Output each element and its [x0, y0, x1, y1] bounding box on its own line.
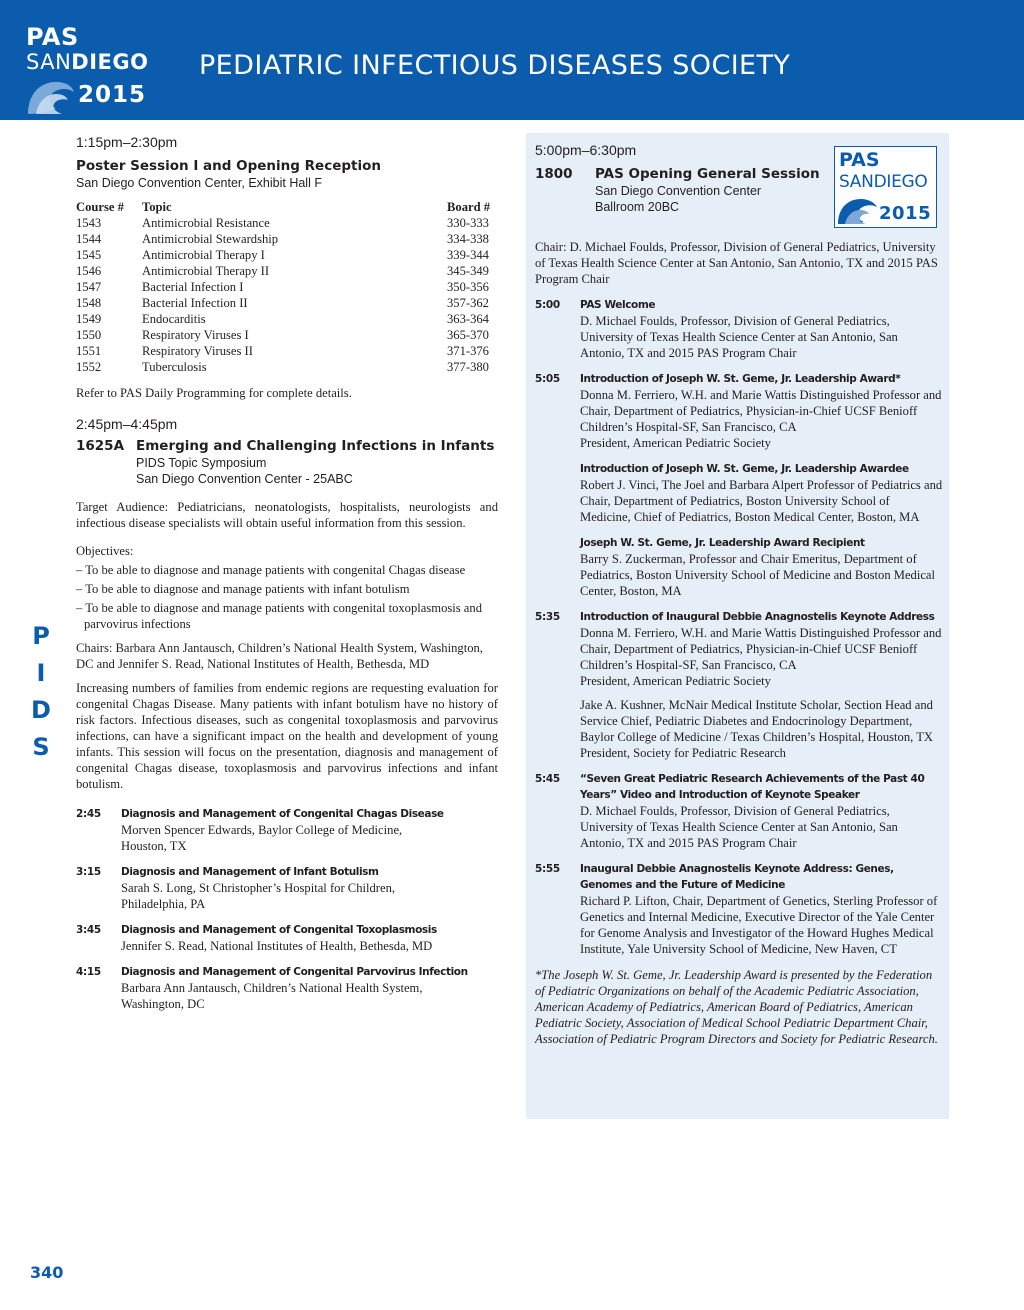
- item-title: Introduction of Joseph W. St. Geme, Jr. Leadership Award*: [580, 373, 901, 385]
- session-title: Poster Session I and Opening Reception: [76, 158, 381, 174]
- talk-title: Diagnosis and Management of Congenital Chagas Disease: [121, 808, 444, 820]
- board-number: 363-364: [447, 312, 489, 326]
- item-time: 5:55: [535, 863, 560, 875]
- session-time: 5:00pm–6:30pm: [535, 142, 637, 158]
- col-header-course: Course #: [76, 200, 124, 214]
- session-description: Increasing numbers of families from endemic regions are requesting evaluation for congenital Chagas Disease. Many patients with infant botulism have no history of risk factors. Infectious diseases, such as congenital toxoplasmosis and parvovirus infections, can have a significant impact on the health and development of young infants. This session will focus on the presentation, diagnosis and management of congenital Chagas disease, toxoplasmosis and parvovirus infections and infant botulism.: [76, 681, 498, 791]
- side-letter: P: [32, 622, 50, 650]
- session-chairs: Chairs: Barbara Ann Jantausch, Children’s National Health System, Washington, DC and Jennifer S. Read, National Institutes of Health, Bethesda, MD: [76, 641, 483, 671]
- talk-speaker: Barbara Ann Jantausch, Children’s National Health System, Washington, DC: [121, 981, 423, 1011]
- course-topic: Antimicrobial Therapy II: [142, 264, 270, 278]
- objective-item: – To be able to diagnose and manage patients with congenital toxoplasmosis and parvovirus infections: [76, 601, 482, 631]
- table-row: [76, 343, 493, 359]
- session-time: 1:15pm–2:30pm: [76, 134, 178, 150]
- program-item: [535, 371, 943, 451]
- talk-item: [76, 864, 498, 912]
- table-row: [76, 247, 493, 263]
- table-row: [76, 359, 493, 375]
- session-code: 1800: [535, 166, 573, 182]
- course-number: 1545: [76, 248, 102, 262]
- session-title: PAS Opening General Session: [595, 166, 820, 182]
- item-text: D. Michael Foulds, Professor, Division of General Pediatrics, University of Texas Health Science Center at San Antonio, San Antonio, TX and 2015 PAS Program Chair: [580, 804, 898, 850]
- course-number: 1544: [76, 232, 102, 246]
- session-code: 1625A: [76, 438, 125, 454]
- course-topic: Bacterial Infection II: [142, 296, 248, 310]
- item-text: Robert J. Vinci, The Joel and Barbara Alpert Professor of Pediatrics and Chair, Department of Pediatrics, Boston University School of Medicine, Chief of Pediatrics, Boston Medical Center, Boston, MA: [580, 478, 943, 524]
- table-row: [76, 311, 493, 327]
- board-number: 371-376: [447, 344, 489, 358]
- talk-speaker: Jennifer S. Read, National Institutes of Health, Bethesda, MD: [121, 939, 433, 953]
- item-time: 5:05: [535, 373, 560, 385]
- table-row: [76, 279, 493, 295]
- pids-side-label: [30, 622, 52, 770]
- program-item: [535, 697, 943, 761]
- board-number: 334-338: [447, 232, 489, 246]
- program-item: [535, 609, 943, 689]
- talk-title: Diagnosis and Management of Congenital Parvovirus Infection: [121, 966, 468, 978]
- talk-item: [76, 964, 498, 1012]
- talk-speaker: Morven Spencer Edwards, Baylor College of Medicine, Houston, TX: [121, 823, 403, 853]
- course-number: 1546: [76, 264, 102, 278]
- wave-icon: [26, 76, 78, 116]
- award-footnote: *The Joseph W. St. Geme, Jr. Leadership Award is presented by the Federation of Pediatric Organizations on behalf of the Academic Pediatric Association, American Academy of Pediatrics, American Board of Pediatrics, American Pediatric Society, Association of Medical School Pediatric Department Chair, Association of Pediatric Program Directors and Society for Pediatric Research.: [535, 968, 938, 1046]
- table-row: [76, 327, 493, 343]
- program-item: [535, 861, 943, 957]
- session-time: 2:45pm–4:45pm: [76, 416, 178, 432]
- board-number: 345-349: [447, 264, 489, 278]
- session-location: San Diego Convention Center - 25ABC: [136, 472, 353, 486]
- talk-speaker: Sarah S. Long, St Christopher’s Hospital for Children, Philadelphia, PA: [121, 881, 396, 911]
- item-text-2: President, American Pediatric Society: [580, 436, 771, 450]
- program-item: [535, 771, 943, 851]
- item-time: [535, 535, 580, 599]
- right-column: [535, 141, 943, 1047]
- course-number: 1551: [76, 344, 102, 358]
- table-row: [76, 231, 493, 247]
- board-number: 377-380: [447, 360, 489, 374]
- table-row: [76, 215, 493, 231]
- talk-time: 4:15: [76, 966, 101, 978]
- program-item: [535, 297, 943, 361]
- item-text-2: President, American Pediatric Society: [580, 674, 771, 688]
- board-number: 339-344: [447, 248, 489, 262]
- board-number: 365-370: [447, 328, 489, 342]
- target-audience: Target Audience: Pediatricians, neonatologists, hospitalists, neurologists and infectious disease specialists will obtain useful information from this session.: [76, 500, 498, 530]
- course-topic: Antimicrobial Stewardship: [142, 232, 279, 246]
- session-location: San Diego Convention Center: [595, 184, 762, 198]
- page-number: 340: [30, 1263, 64, 1282]
- objective-item: – To be able to diagnose and manage patients with infant botulism: [76, 582, 410, 596]
- item-text: Richard P. Lifton, Chair, Department of Genetics, Sterling Professor of Genetics and Internal Medicine, Executive Director of the Yale Center for Genome Analysis and Investigator of the Howard Hughes Medical Institute, Yale University School of Medicine, New Haven, CT: [580, 894, 938, 956]
- course-topic: Bacterial Infection I: [142, 280, 244, 294]
- table-row: [76, 263, 493, 279]
- objectives-label: Objectives:: [76, 544, 134, 558]
- session-room: Ballroom 20BC: [595, 200, 680, 214]
- col-header-board: Board #: [447, 200, 491, 214]
- item-text: Barry S. Zuckerman, Professor and Chair Emeritus, Department of Pediatrics, Boston University School of Medicine and Boston Medical Center, Boston, MA: [580, 552, 936, 598]
- programming-note: Refer to PAS Daily Programming for complete details.: [76, 386, 352, 400]
- objective-item: – To be able to diagnose and manage patients with congenital Chagas disease: [76, 563, 466, 577]
- program-item: [535, 535, 943, 599]
- talk-title: Diagnosis and Management of Congenital Toxoplasmosis: [121, 924, 437, 936]
- session-heading: [535, 165, 943, 183]
- side-letter: I: [36, 659, 46, 687]
- session-chair: Chair: D. Michael Foulds, Professor, Division of General Pediatrics, University of Texas Health Science Center at San Antonio, San Antonio, TX and 2015 PAS Program Chair: [535, 240, 938, 286]
- course-topic: Respiratory Viruses I: [142, 328, 249, 342]
- item-title: Introduction of Joseph W. St. Geme, Jr. Leadership Awardee: [580, 463, 909, 475]
- item-time: [535, 697, 580, 761]
- talk-item: [76, 922, 498, 954]
- course-number: 1550: [76, 328, 102, 342]
- side-letter: D: [31, 696, 51, 724]
- course-number: 1543: [76, 216, 102, 230]
- board-number: 357-362: [447, 296, 489, 310]
- poster-course-table: [76, 199, 493, 375]
- logo-year: 2015: [78, 82, 147, 108]
- logo-san-diego: SANDIEGO: [839, 172, 928, 192]
- course-topic: Tuberculosis: [142, 360, 207, 374]
- item-time: 5:00: [535, 299, 560, 311]
- course-topic: Antimicrobial Resistance: [142, 216, 270, 230]
- item-time: 5:45: [535, 773, 560, 785]
- item-text: Donna M. Ferriero, W.H. and Marie Wattis Distinguished Professor and Chair, Department of Pediatrics, Physician-in-Chief UCSF Benioff Children’s Hospital-SF, San Francisco, CA: [580, 388, 942, 434]
- session-title: Emerging and Challenging Infections in Infants: [136, 438, 495, 454]
- board-number: 350-356: [447, 280, 489, 294]
- talk-time: 3:15: [76, 866, 101, 878]
- talk-title: Diagnosis and Management of Infant Botulism: [121, 866, 379, 878]
- talk-time: 2:45: [76, 808, 101, 820]
- table-header-row: [76, 199, 493, 215]
- course-topic: Endocarditis: [142, 312, 206, 326]
- course-number: 1548: [76, 296, 102, 310]
- course-topic: Antimicrobial Therapy I: [142, 248, 265, 262]
- pas-san-diego-2015-logo: [26, 24, 176, 116]
- course-number: 1549: [76, 312, 102, 326]
- left-column: [76, 133, 498, 1012]
- item-title: “Seven Great Pediatric Research Achievements of the Past 40 Years” Video and Introduction of Keynote Speaker: [580, 773, 925, 801]
- item-text: Donna M. Ferriero, W.H. and Marie Wattis Distinguished Professor and Chair, Department of Pediatrics, Physician-in-Chief UCSF Benioff Children’s Hospital-SF, San Francisco, CA: [580, 626, 942, 672]
- board-number: 330-333: [447, 216, 489, 230]
- talk-time: 3:45: [76, 924, 101, 936]
- item-title: Joseph W. St. Geme, Jr. Leadership Award Recipient: [580, 537, 865, 549]
- col-header-topic: Topic: [142, 200, 172, 214]
- logo-year: 2015: [879, 203, 932, 224]
- session-heading: [76, 437, 498, 455]
- table-row: [76, 295, 493, 311]
- logo-pas: PAS: [839, 149, 880, 171]
- item-title: PAS Welcome: [580, 299, 656, 311]
- logo-pas: PAS: [26, 23, 79, 51]
- logo-san-diego: SANDIEGO: [26, 50, 149, 74]
- program-item: [535, 461, 943, 525]
- item-text: D. Michael Foulds, Professor, Division of General Pediatrics, University of Texas Health Science Center at San Antonio, San Antonio, TX and 2015 PAS Program Chair: [580, 314, 898, 360]
- item-title: Inaugural Debbie Anagnostelis Keynote Address: Genes, Genomes and the Future of Medicine: [580, 863, 894, 891]
- course-number: 1552: [76, 360, 102, 374]
- society-title: PEDIATRIC INFECTIOUS DISEASES SOCIETY: [199, 50, 791, 81]
- item-time: [535, 461, 580, 525]
- side-letter: S: [32, 733, 50, 761]
- item-time: 5:35: [535, 611, 560, 623]
- course-number: 1547: [76, 280, 102, 294]
- session-location: San Diego Convention Center, Exhibit Hall F: [76, 176, 322, 190]
- talk-item: [76, 806, 498, 854]
- item-text: Jake A. Kushner, McNair Medical Institute Scholar, Section Head and Service Chief, Pediatric Diabetes and Endocrinology Department, Baylor College of Medicine / Texas Children’s Hospital, Houston, TX: [580, 698, 933, 744]
- item-title: Introduction of Inaugural Debbie Anagnostelis Keynote Address: [580, 611, 935, 623]
- page-header: [0, 0, 1024, 120]
- item-text-2: President, Society for Pediatric Research: [580, 746, 786, 760]
- course-topic: Respiratory Viruses II: [142, 344, 253, 358]
- session-type: PIDS Topic Symposium: [136, 456, 267, 470]
